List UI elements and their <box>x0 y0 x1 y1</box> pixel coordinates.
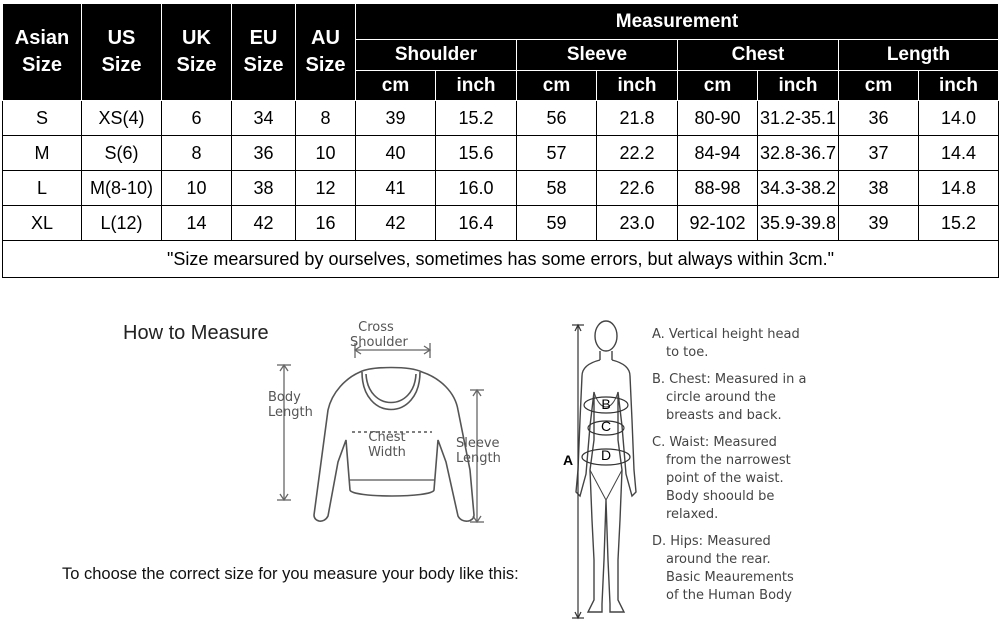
cell-sleeve-inch: 22.6 <box>597 171 678 206</box>
header-measurement: Measurement <box>356 4 999 40</box>
cell-uk-size: 8 <box>162 136 232 171</box>
cell-asian-size: XL <box>3 206 82 241</box>
cell-sleeve-inch: 22.2 <box>597 136 678 171</box>
cell-asian-size: M <box>3 136 82 171</box>
instruction-title: A. Vertical height head <box>652 327 800 342</box>
cell-uk-size: 6 <box>162 101 232 136</box>
instruction-line: Basic Meaurements <box>666 570 794 585</box>
cell-sleeve-cm: 59 <box>517 206 597 241</box>
marker-b: B <box>601 396 611 412</box>
cell-length-inch: 14.0 <box>919 101 999 136</box>
size-note: "Size mearsured by ourselves, sometimes has some errors, but always within 3cm." <box>3 241 999 278</box>
cell-sleeve-inch: 23.0 <box>597 206 678 241</box>
cell-au-size: 10 <box>296 136 356 171</box>
header-inch: inch <box>597 71 678 101</box>
cell-uk-size: 14 <box>162 206 232 241</box>
cell-length-cm: 39 <box>839 206 919 241</box>
instruction-item <box>652 371 997 425</box>
header-length: Length <box>839 40 999 71</box>
cell-shoulder-inch: 15.2 <box>436 101 517 136</box>
instruction-title: B. Chest: Measured in a <box>652 372 807 387</box>
header-cm: cm <box>356 71 436 101</box>
cell-us-size: M(8-10) <box>82 171 162 206</box>
marker-c: C <box>600 418 612 434</box>
instruction-title: D. Hips: Measured <box>652 534 771 549</box>
header-shoulder: Shoulder <box>356 40 517 71</box>
instruction-line: from the narrowest <box>666 453 791 468</box>
cell-shoulder-inch: 16.4 <box>436 206 517 241</box>
cell-eu-size: 36 <box>232 136 296 171</box>
cell-length-inch: 14.8 <box>919 171 999 206</box>
cell-sleeve-cm: 58 <box>517 171 597 206</box>
cell-chest-cm: 88-98 <box>678 171 758 206</box>
cell-shoulder-cm: 42 <box>356 206 436 241</box>
cell-shoulder-inch: 16.0 <box>436 171 517 206</box>
sleeve-length-label: Sleeve Length <box>456 436 501 466</box>
body-length-label: Body Length <box>268 390 313 420</box>
instruction-item <box>652 326 997 362</box>
cell-chest-inch: 35.9-39.8 <box>758 206 839 241</box>
chest-width-label: Chest Width <box>368 430 406 460</box>
header-cm: cm <box>678 71 758 101</box>
cell-chest-cm: 84-94 <box>678 136 758 171</box>
header-au-size: AU Size <box>296 4 356 101</box>
marker-d: D <box>600 447 612 463</box>
header-us-size: US Size <box>82 4 162 101</box>
cell-us-size: L(12) <box>82 206 162 241</box>
cell-au-size: 8 <box>296 101 356 136</box>
header-chest: Chest <box>678 40 839 71</box>
header-eu-size: EU Size <box>232 4 296 101</box>
instruction-item <box>652 533 997 605</box>
cell-length-inch: 14.4 <box>919 136 999 171</box>
cross-shoulder-label: Cross Shoulder <box>350 320 408 350</box>
cell-shoulder-cm: 41 <box>356 171 436 206</box>
cell-shoulder-cm: 39 <box>356 101 436 136</box>
cell-chest-inch: 34.3-38.2 <box>758 171 839 206</box>
header-sleeve: Sleeve <box>517 40 678 71</box>
cell-sleeve-cm: 57 <box>517 136 597 171</box>
header-inch: inch <box>758 71 839 101</box>
cell-shoulder-cm: 40 <box>356 136 436 171</box>
cell-sleeve-cm: 56 <box>517 101 597 136</box>
header-cm: cm <box>517 71 597 101</box>
instruction-line: of the Human Body <box>666 588 792 603</box>
cell-asian-size: L <box>3 171 82 206</box>
header-asian-size: Asian Size <box>3 4 82 101</box>
cell-chest-cm: 80-90 <box>678 101 758 136</box>
cell-chest-cm: 92-102 <box>678 206 758 241</box>
cell-asian-size: S <box>3 101 82 136</box>
cell-chest-inch: 32.8-36.7 <box>758 136 839 171</box>
cell-eu-size: 34 <box>232 101 296 136</box>
cell-shoulder-inch: 15.6 <box>436 136 517 171</box>
header-inch: inch <box>919 71 999 101</box>
cell-au-size: 12 <box>296 171 356 206</box>
cell-us-size: S(6) <box>82 136 162 171</box>
cell-uk-size: 10 <box>162 171 232 206</box>
instruction-line: point of the waist. <box>666 471 784 486</box>
instruction-item <box>652 434 997 524</box>
cell-length-cm: 37 <box>839 136 919 171</box>
marker-a: A <box>562 452 574 468</box>
instruction-line: to toe. <box>666 345 709 360</box>
instruction-title: C. Waist: Measured <box>652 435 777 450</box>
instruction-line: around the rear. <box>666 552 771 567</box>
cell-eu-size: 42 <box>232 206 296 241</box>
cell-chest-inch: 31.2-35.1 <box>758 101 839 136</box>
header-cm: cm <box>839 71 919 101</box>
cell-sleeve-inch: 21.8 <box>597 101 678 136</box>
measurement-instructions <box>652 326 997 614</box>
instruction-line: relaxed. <box>666 507 719 522</box>
how-to-measure-title: How to Measure <box>123 322 269 344</box>
cell-eu-size: 38 <box>232 171 296 206</box>
header-uk-size: UK Size <box>162 4 232 101</box>
cell-length-inch: 15.2 <box>919 206 999 241</box>
cell-length-cm: 36 <box>839 101 919 136</box>
instruction-line: Body shoould be <box>666 489 775 504</box>
instruction-line: breasts and back. <box>666 408 782 423</box>
header-inch: inch <box>436 71 517 101</box>
cell-length-cm: 38 <box>839 171 919 206</box>
choose-size-text: To choose the correct size for you measure your body like this: <box>62 565 519 583</box>
cell-us-size: XS(4) <box>82 101 162 136</box>
instruction-line: circle around the <box>666 390 776 405</box>
cell-au-size: 16 <box>296 206 356 241</box>
